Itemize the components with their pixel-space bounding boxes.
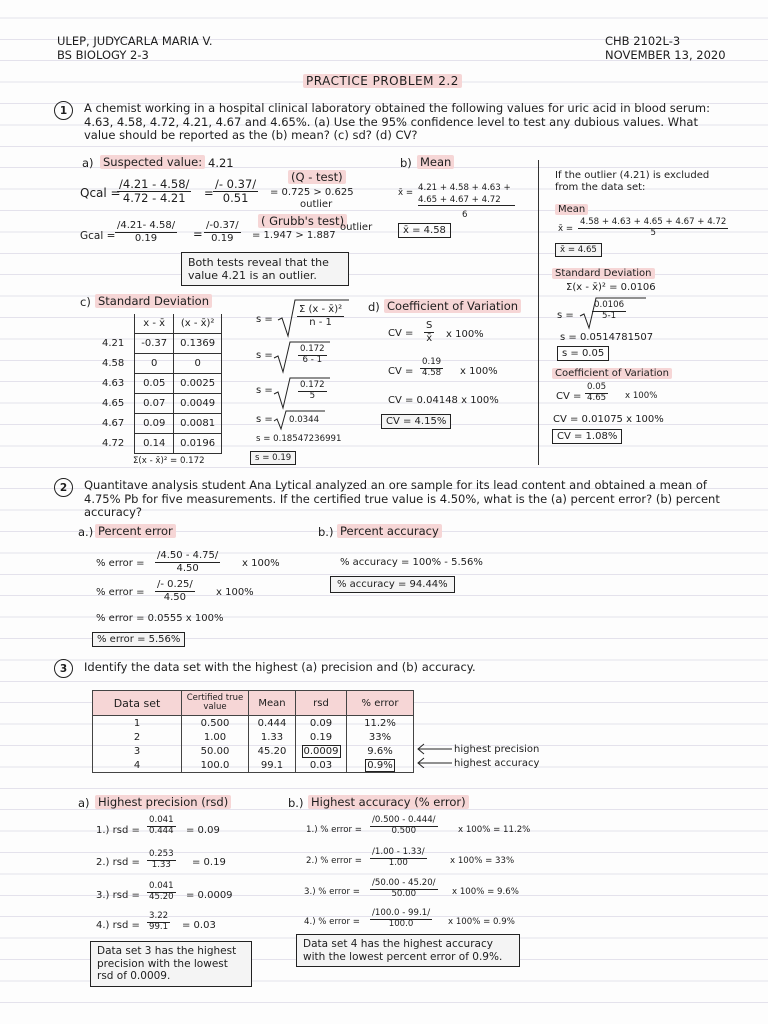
err-label-3: 3.) % error = [304,887,360,897]
precision-heading: Highest precision (rsd) [95,795,231,809]
problem-1-text: A chemist working in a hospital clinical laboratory obtained the following values for uric acid in blood serum: 4.63, 4.58, 4.72, 4.21, 4.67 and 4.65%. (a) Use the 95% confidence level to test any dubious values. What value should be reported as the (b) mean? (c) sd? (d) CV? [84,101,710,142]
accuracy-line: % accuracy = 100% - 5.56% [340,557,483,568]
percent-error-heading: Percent error [95,524,176,538]
rsd-fraction-2: 0.253 1.33 [149,849,174,870]
equals-sign: = [204,186,214,200]
part-b-label: b) [400,156,412,170]
q-fraction-1: /4.21 - 4.58/ 4.72 - 4.21 [119,177,190,206]
s-formula-fraction: Σ (x - x̄)² n - 1 [299,304,343,328]
err-result-4: x 100% = 0.9% [448,917,515,927]
page-title: PRACTICE PROBLEM 2.2 [303,74,462,88]
err-result-1: x 100% = 11.2% [458,825,531,835]
date: NOVEMBER 13, 2020 [605,48,726,62]
highest-precision-note: highest precision [454,744,540,755]
excluded-cv-heading: Coefficient of Variation [552,368,672,379]
mean-numerator-line-2: 4.65 + 4.67 + 4.72 [418,195,515,206]
excluded-mean-result: x̄ = 4.65 [555,243,602,257]
excluded-s-fraction: 0.0106 5-1 [594,300,625,321]
p3-part-b-label: b.) [288,796,304,810]
part-d-label: d) [368,300,380,314]
cv-formula-fraction: S x̄ [426,320,433,344]
err-result-3: x 100% = 9.6% [452,887,519,897]
err-label-2: 2.) % error = [306,856,362,866]
problem-number-3: 3 [54,659,73,678]
error-eq-1: % error = [96,558,145,569]
cv-eq-2: CV = [388,366,414,377]
excluded-cv-decimal: CV = 0.01075 x 100% [553,414,664,425]
s-decimal: s = 0.18547236991 [256,434,342,444]
excluded-s-eq: s = [557,310,574,321]
p2-part-b-label: b.) [318,525,334,539]
mean-heading: Mean [417,155,454,169]
g-result: = 1.947 > 1.887 [252,230,336,241]
precision-conclusion-box: Data set 3 has the highest precision with the lowest rsd of 0.0009. [90,941,252,987]
data-set-table: Data set Certified true value Mean rsd % error 1 0.500 0.444 0.09 11.2% 2 1.00 1.33 0.19 33% 3 50.00 45.20 0.0009 9.6% 4 100.0 99.1 0.03 0.9% [92,690,414,773]
percent-accuracy-heading: Percent accuracy [337,524,442,538]
s-eq-1: s = [256,314,273,325]
g-outlier: outlier [340,222,373,233]
qcal-label: Qcal = [80,186,121,200]
grubbs-label: ( Grubb's test) [258,214,347,228]
problem-number-2: 2 [54,478,73,497]
s-eq-2: s = [256,350,273,361]
excluded-s-decimal: s = 0.0514781507 [560,332,654,343]
mean-result: x̄ = 4.58 [398,223,451,238]
student-name: ULEP, JUDYCARLA MARIA V. [57,34,213,48]
problem-number-1: 1 [54,101,73,120]
error-fraction-1: /4.50 - 4.75/ 4.50 [157,550,219,574]
q-test-label: (Q - test) [288,170,346,184]
highest-accuracy-note: highest accuracy [454,758,540,769]
cv-fraction: 0.19 4.58 [422,357,442,378]
rsd-label-4: 4.) rsd = [96,920,140,931]
suspected-value-heading: Suspected value: [100,155,205,169]
s-eq-3: s = [256,385,273,396]
part-c-label: c) [80,295,91,309]
err-result-2: x 100% = 33% [450,856,515,866]
q-result: = 0.725 > 0.625 [270,187,354,198]
err-fraction-4: /100.0 - 99.1/ 100.0 [372,908,431,929]
rsd-result-2: = 0.19 [192,857,226,868]
p2-part-a-label: a.) [78,525,94,539]
cv-times-2: x 100% [460,366,498,377]
excluded-sd-sum: Σ(x - x̄)² = 0.0106 [566,282,656,293]
sd-table: x - x̄ (x - x̄)² 4.21 -0.37 0.1369 4.58 0 0 4.63 0.05 0.0025 4.65 0.07 0.0049 4.67 0.09 0.0081 4.72 0.14 0.0196 [96,314,222,454]
cv-times-1: x 100% [446,329,484,340]
error-result: % error = 5.56% [92,632,185,647]
equals-sign: = [193,227,203,241]
err-fraction-2: /1.00 - 1.33/ 1.00 [372,847,425,868]
g-fraction-2: /-0.37/ 0.19 [206,220,239,244]
error-eq-2: % error = [96,587,145,598]
excluded-cv-times: x 100% [625,391,658,401]
suspected-value: 4.21 [208,156,234,170]
s-sub-fraction-2: 0.172 5 [300,380,325,401]
rsd-fraction-4: 3.22 99.1 [149,911,169,932]
err-fraction-1: /0.500 - 0.444/ 0.500 [372,815,436,836]
accuracy-heading: Highest accuracy (% error) [308,795,469,809]
accuracy-conclusion-box: Data set 4 has the highest accuracy with the lowest percent error of 0.9%. [296,934,520,967]
rsd-fraction-3: 0.041 45.20 [149,881,174,902]
problem-2-text: Quantitave analysis student Ana Lytical analyzed an ore sample for its lead content and obtained a mean of 4.75% Pb for five measurements. If the certified true value is 4.50%, what is the (a) percent error? (b) percent accuracy? [84,478,720,519]
rsd-result-3: = 0.0009 [186,890,233,901]
q-outlier: outlier [300,199,333,210]
sd-heading: Standard Deviation [95,294,212,308]
rsd-result-1: = 0.09 [186,825,220,836]
err-label-4: 4.) % error = [304,917,360,927]
course-code: CHB 2102L-3 [605,34,681,48]
s-eq-4: s = [256,414,273,425]
rsd-label-2: 2.) rsd = [96,857,140,868]
problem-3-text: Identify the data set with the highest (a) precision and (b) accuracy. [84,660,476,674]
excluded-mean-fraction: 4.58 + 4.63 + 4.65 + 4.67 + 4.72 5 [580,217,727,238]
cv-result: CV = 4.15% [381,414,451,429]
gcal-label: Gcal = [80,230,116,242]
cv-heading: Coefficient of Variation [384,299,521,313]
error-times-2: x 100% [216,587,254,598]
err-label-1: 1.) % error = [306,825,362,835]
s-result: s = 0.19 [250,451,296,465]
sd-sum: Σ(x - x̄)² = 0.172 [133,456,205,466]
q-fraction-2: /- 0.37/ 0.51 [215,177,257,206]
excluded-xbar-eq: x̄ = [558,224,574,234]
excluded-sd-heading: Standard Deviation [552,268,655,279]
excluded-cv-result: CV = 1.08% [552,429,622,444]
rsd-label-1: 1.) rsd = [96,825,140,836]
p3-part-a-label: a) [78,796,90,810]
outlier-conclusion-box: Both tests reveal that the value 4.21 is an outlier. [181,252,349,286]
error-decimal: % error = 0.0555 x 100% [96,613,224,624]
cv-eq-1: CV = [388,328,414,339]
mean-denominator: 6 [462,210,468,220]
arrow-icon [414,742,454,768]
excluded-mean-heading: Mean [555,204,588,215]
excluded-cv-eq: CV = [556,391,582,402]
rsd-fraction-1: 0.041 0.444 [149,815,174,836]
error-fraction-2: /- 0.25/ 4.50 [157,579,193,603]
mean-numerator-line-1: 4.21 + 4.58 + 4.63 + [418,183,511,193]
excluded-note: If the outlier (4.21) is excluded from the data set: [555,170,710,193]
student-program: BS BIOLOGY 2-3 [57,48,149,62]
error-times-1: x 100% [242,558,280,569]
s-sqrt-value: 0.0344 [289,415,320,425]
part-a-label: a) [82,156,94,170]
excluded-cv-fraction: 0.05 4.65 [587,382,607,403]
err-fraction-3: /50.00 - 45.20/ 50.00 [372,878,436,899]
rsd-label-3: 3.) rsd = [96,890,140,901]
cv-decimal: CV = 0.04148 x 100% [388,395,499,406]
g-fraction-1: /4.21- 4.58/ 0.19 [117,220,176,244]
column-divider [538,160,539,465]
s-sub-fraction-1: 0.172 6 - 1 [300,344,325,365]
rsd-result-4: = 0.03 [182,920,216,931]
excluded-s-result: s = 0.05 [557,346,609,361]
accuracy-result: % accuracy = 94.44% [330,576,455,593]
xbar-eq: x̄ = [398,188,414,198]
